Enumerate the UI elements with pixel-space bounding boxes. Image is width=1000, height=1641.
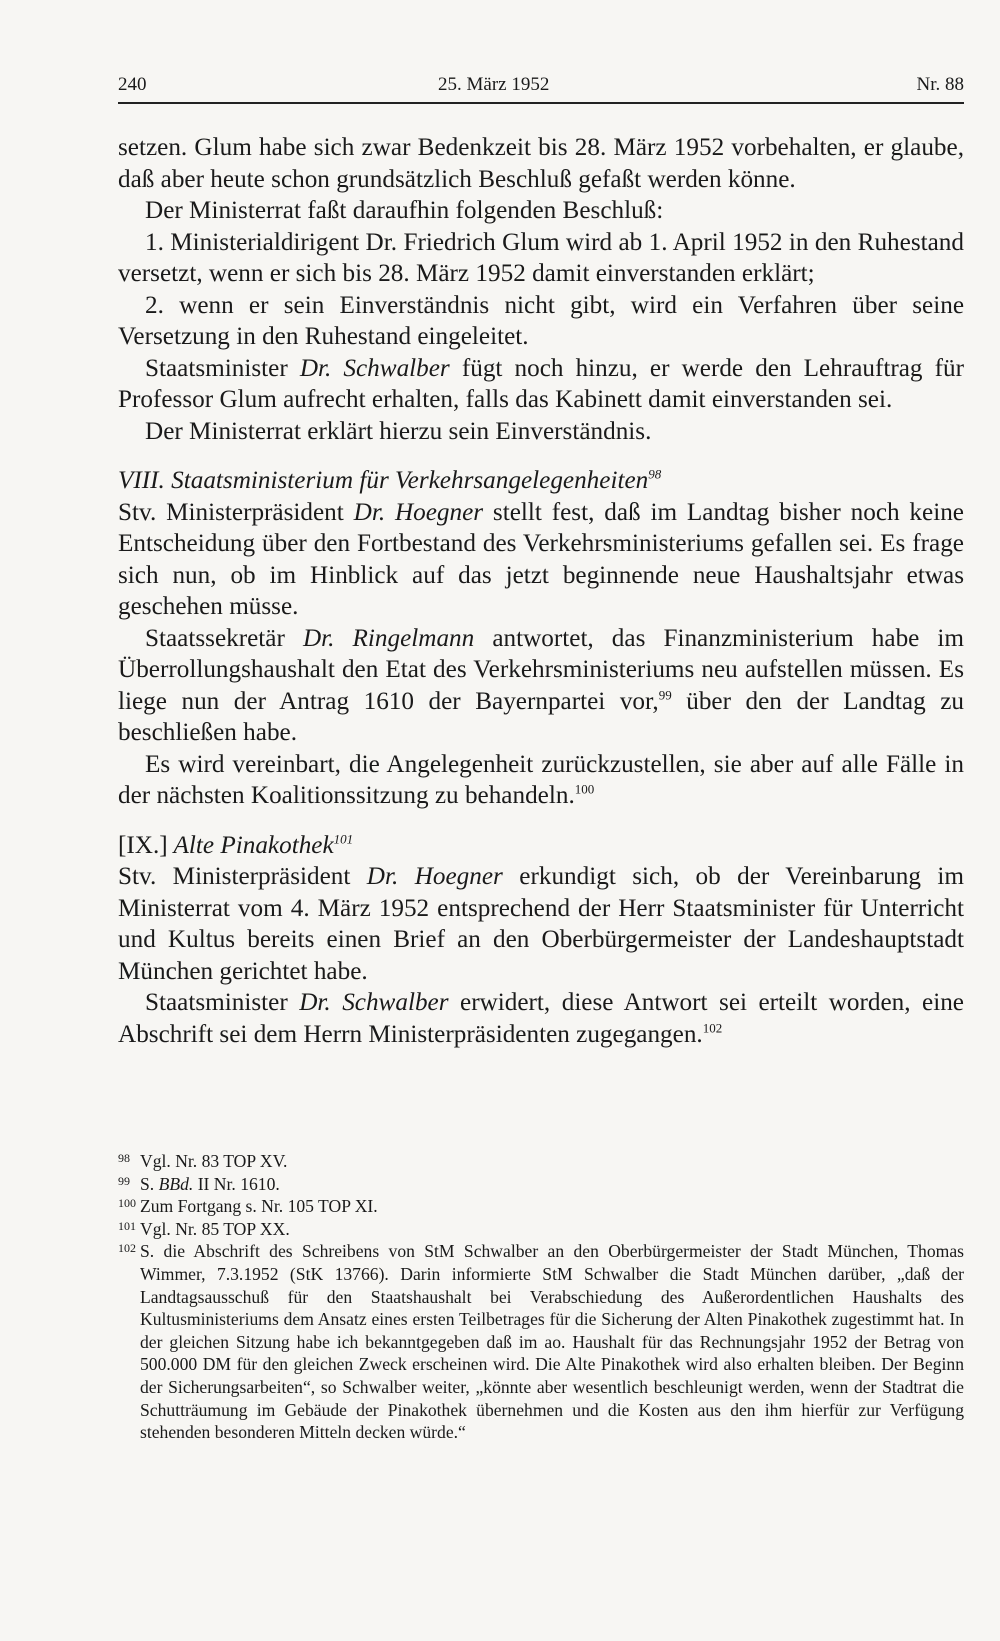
paragraph: Stv. Ministerpräsident Dr. Hoegner stellt fest, daß im Landtag bisher noch keine Entscheidung über den Fortbestand des Verkehrsministeriums gefallen sei. Es frage sich nun, ob im Hinblick auf das jetzt beginnende neue Haushaltsjahr etwas geschehen müsse.	[118, 498, 964, 620]
paragraph: 2. wenn er sein Einverständnis nicht gibt, wird ein Verfahren über seine Versetzung in den Ruhestand eingeleitet.	[118, 291, 964, 350]
page-number: 240	[118, 74, 147, 95]
page-header	[118, 66, 964, 106]
person-name: Dr. Schwalber	[299, 989, 449, 1016]
paragraph: Staatsminister Dr. Schwalber fügt noch hinzu, er werde den Lehrauftrag für Professor Glum aufrecht erhalten, falls das Kabinett damit einverstanden sei.	[118, 354, 964, 413]
footnote-ref: 98	[648, 466, 662, 482]
person-name: Dr. Hoegner	[353, 498, 484, 526]
main-text	[118, 132, 964, 1050]
footnote-ref: 99	[658, 687, 672, 703]
footnote-number: 98	[118, 1151, 130, 1165]
footnote-ref: 101	[333, 831, 354, 847]
person-name: Dr. Hoegner	[366, 863, 503, 890]
footnote-number: 102	[118, 1241, 136, 1256]
paragraph: Der Ministerrat faßt daraufhin folgenden Beschluß:	[145, 197, 664, 224]
person-name: Dr. Ringelmann	[302, 624, 475, 652]
paragraph: Stv. Ministerpräsident Dr. Hoegner erkundigt sich, ob der Vereinbarung im Ministerrat vom 4. März 1952 entsprechend der Herr Staatsminister für Unterricht und Kultus bereits einen Brief an den Oberbürgermeister der Landeshauptstadt München gerichtet habe.	[118, 863, 964, 985]
footnote: 100 Zum Fortgang s. Nr. 105 TOP XI.	[118, 1195, 964, 1218]
footnote-number: 99	[118, 1173, 130, 1188]
footnotes	[118, 1150, 964, 1444]
footnote-ref: 100	[574, 781, 595, 797]
footnote: 99 S. BBd. II Nr. 1610.	[118, 1173, 964, 1196]
footnote-ref: 102	[702, 1020, 723, 1036]
paragraph: Es wird vereinbart, die Angelegenheit zurückzustellen, sie aber auf alle Fälle in der nächsten Koalitionssitzung zu behandeln.$^{100}$	[118, 750, 964, 809]
header-date: 25. März 1952	[438, 74, 550, 95]
paragraph: Staatssekretär Dr. Ringelmann antwortet, das Finanzministerium habe im Überrollungshaushalt den Etat des Verkehrsministeriums neu aufstellen müssen. Es liege nun der Antrag 1610 der Bayernpartei vor,$^{99}$ über den der Landtag zu beschließen habe.	[118, 624, 965, 746]
paragraph: 1. Ministerialdirigent Dr. Friedrich Glum wird ab 1. April 1952 in den Ruhestand versetzt, wenn er sich bis 28. März 1952 damit einverstanden erklärt;	[118, 228, 964, 287]
paragraph: Staatsminister Dr. Schwalber erwidert, diese Antwort sei erteilt worden, eine Abschrift sei dem Herrn Ministerpräsidenten zugegangen.$^{102}$	[118, 989, 964, 1048]
footnote-number: 101	[118, 1218, 136, 1233]
footnote: 101 Vgl. Nr. 85 TOP XX.	[118, 1218, 964, 1241]
section-heading: VIII. Staatsministerium für Verkehrsangelegenheiten$^{98}$	[118, 466, 662, 494]
footnote-number: 100	[118, 1196, 136, 1211]
document-number: Nr. 88	[916, 74, 964, 95]
section-heading: [IX.] Alte Pinakothek$^{101}$	[118, 831, 354, 859]
footnote: 98 Vgl. Nr. 83 TOP XV.	[118, 1150, 964, 1173]
footnote: 102 S. die Abschrift des Schreibens von StM Schwalber an den Oberbürgermeister der Stadt München, Thomas Wimmer, 7.3.1952 (StK 13766). Darin informierte StM Schwalber die Stadt München darüber, „daß der Landtagsausschuß für den Staatshaushalt bei Verabschiedung des Außerordentlichen Haushalts des Kultusministeriums dem Ansatz eines ersten Teilbetrages für die Sicherung der Alten Pinakothek zugestimmt hat. In der gleichen Sitzung habe ich bekanntgegeben daß im ao. Haushalt für das Rechnungsjahr 1952 der Betrag von 500.000 DM für den gleichen Zweck erscheinen wird. Die Alte Pinakothek wird also erhalten bleiben. Der Beginn der Sicherungsarbeiten“, so Schwalber weiter, „könnte aber wesentlich beschleunigt werden, wenn der Stadtrat die Schutträumung im Gebäude der Pinakothek übernehmen und die Kosten aus den ihm hierfür zur Verfügung stehenden besonderen Mitteln decken würde.“	[118, 1240, 964, 1443]
paragraph: setzen. Glum habe sich zwar Bedenkzeit bis 28. März 1952 vorbehalten, er glaube, daß aber heute schon grundsätzlich Beschluß gefaßt werden könne.	[118, 134, 964, 193]
person-name: Dr. Schwalber	[299, 354, 450, 382]
header-rule	[118, 102, 964, 104]
paragraph: Der Ministerrat erklärt hierzu sein Einverständnis.	[145, 417, 652, 445]
